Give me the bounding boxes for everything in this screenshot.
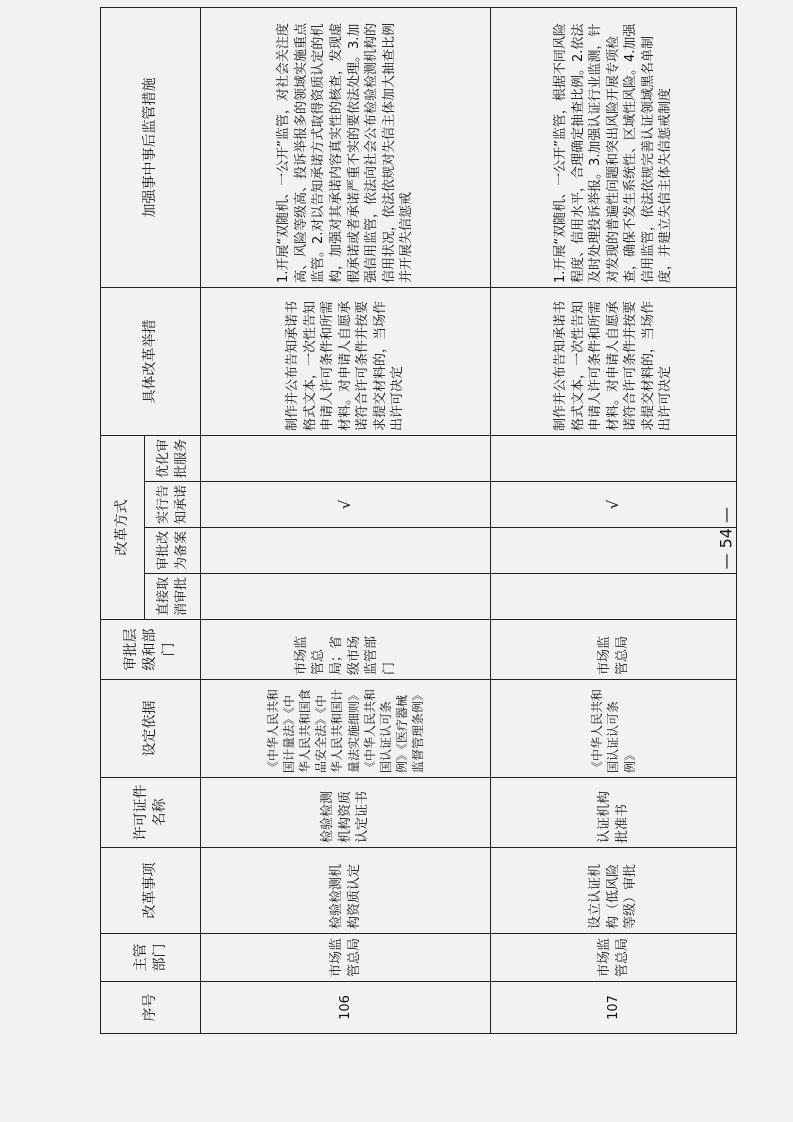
header-mode-cancel: 直接取消审批 [145,574,201,620]
header-level: 审批层级和部门 [101,620,201,680]
cell-item: 检验检测机构资质认定 [201,848,491,934]
header-supervision: 加强事中事后监管措施 [101,8,201,288]
cell-level: 市场监管总局；省级市场监管部门 [201,620,491,680]
cell-mode-optimize [491,436,737,482]
table-row [491,8,737,1034]
cell-mode-cancel [491,574,737,620]
rotated-table-container [100,22,736,1034]
cell-seq: 106 [201,982,491,1034]
cell-measures: 制作并公布告知承诺书格式文本，一次性告知申请人许可条件和所需材料。对申请人自愿承诺符合许可条件并按要求提交材料的，当场作出许可决定 [491,288,737,436]
header-license: 许可证件名称 [101,778,201,848]
header-mode-commitment: 实行告知承诺 [145,482,201,528]
reform-table [100,7,737,1034]
cell-mode-cancel [201,574,491,620]
cell-license: 检验检测机构资质认定证书 [201,778,491,848]
table-row [201,8,491,1034]
cell-level: 市场监管总局 [491,620,737,680]
page-number: — 54 — [716,506,736,570]
cell-mode-filing [201,528,491,574]
header-mode-filing: 审批改为备案 [145,528,201,574]
cell-basis: 《中华人民共和国认证认可条例》 [491,680,737,778]
header-measures: 具体改革举措 [101,288,201,436]
cell-supervision: 1.开展“双随机、一公开”监管，对社会关注度高、风险等级高、投诉举报多的领域实施重点监管。2.对以告知承诺方式取得资质认定的机构，加强对其承诺内容真实性的核查，发现虚假承诺或者承诺严重不实的要依法处理。3.加强信用监管，依法向社会公布检验检测机构的信用状况，依法依规对失信主体加大抽查比例并开展失信惩戒 [201,8,491,288]
cell-dept: 市场监管总局 [491,934,737,982]
header-item: 改革事项 [101,848,201,934]
cell-license: 认证机构批准书 [491,778,737,848]
header-dept: 主管部门 [101,934,201,982]
cell-mode-commitment: √ [491,482,737,528]
header-mode-optimize: 优化审批服务 [145,436,201,482]
cell-dept: 市场监管总局 [201,934,491,982]
cell-measures: 制作并公布告知承诺书格式文本，一次性告知申请人许可条件和所需材料。对申请人自愿承诺符合许可条件并按要求提交材料的，当场作出许可决定 [201,288,491,436]
cell-basis: 《中华人民共和国计量法》《中华人民共和国食品安全法》《中华人民共和国计量法实施细则》《中华人民共和国认证认可条例》《医疗器械监督管理条例》 [201,680,491,778]
header-mode: 改革方式 [101,436,145,620]
cell-item: 设立认证机构（低风险等级）审批 [491,848,737,934]
cell-seq: 107 [491,982,737,1034]
cell-supervision: 1.开展“双随机、一公开”监管，根据不同风险程度、信用水平，合理确定抽查比例。2.依法及时处理投诉举报。3.加强认证行业监测，针对发现的普遍性问题和突出风险开展专项检查，确保不发生系统性、区域性风险。4.加强信用监管，依法依规完善认证领域黑名单制度，并建立失信主体失信惩戒制度 [491,8,737,288]
cell-mode-commitment: √ [201,482,491,528]
cell-mode-filing [491,506,737,574]
cell-mode-optimize [201,436,491,482]
header-basis: 设定依据 [101,680,201,778]
header-seq: 序号 [101,982,201,1034]
